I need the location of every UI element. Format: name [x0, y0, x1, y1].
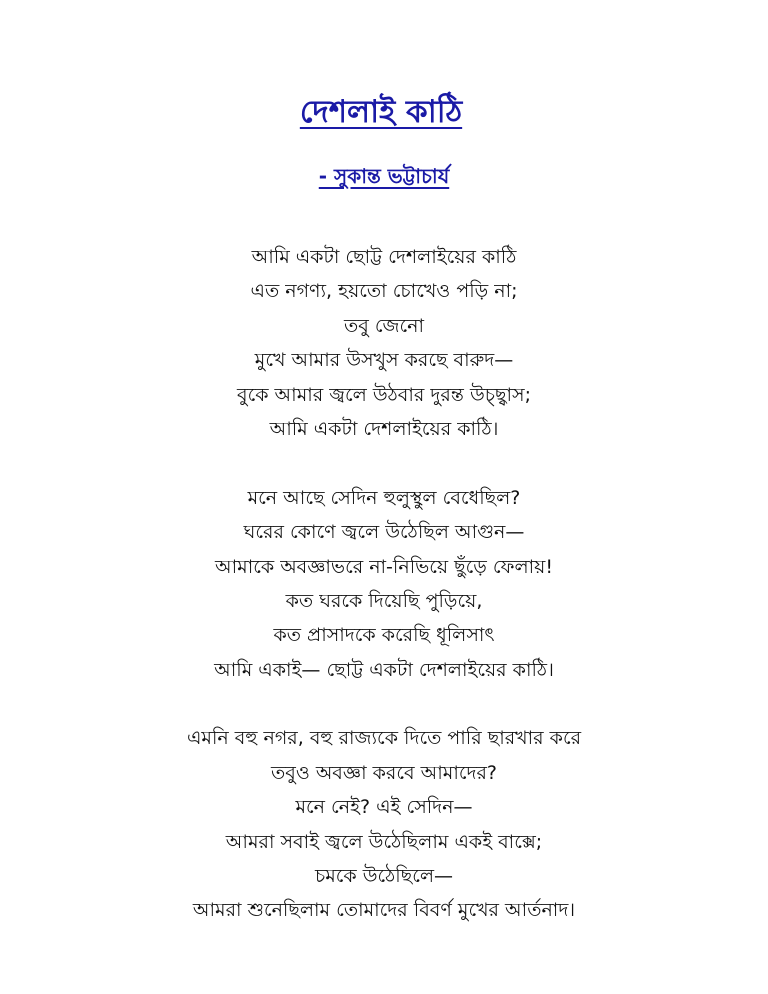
poem-line: চমকে উঠেছিলে—	[314, 865, 454, 888]
poem-line: আমরা শুনেছিলাম তোমাদের বিবর্ণ মুখের আর্তনাদ।	[192, 899, 576, 922]
stanza-separator	[0, 687, 768, 721]
poem-line: আমি একাই— ছোট্ট একটা দেশলাইয়ের কাঠি।	[214, 658, 554, 681]
poem-line: আমরা সবাই জ্বলে উঠেছিলাম একই বাক্সে;	[225, 830, 543, 853]
poem-line: বুকে আমার জ্বলে উঠবার দুরন্ত উচ্ছ্বাস;	[237, 383, 531, 406]
stanza-3	[0, 721, 768, 927]
poem-line: আমি একটা দেশলাইয়ের কাঠি।	[269, 417, 499, 440]
poem-title	[0, 92, 768, 132]
poem-line: তবু জেনো	[343, 314, 425, 337]
poem-line: মনে আছে সেদিন হুলুস্থুল বেধেছিল?	[247, 486, 521, 509]
stanza-2	[0, 481, 768, 687]
poem-line: আমি একটা ছোট্ট দেশলাইয়ের কাঠি	[251, 246, 517, 268]
poem-line: মুখে আমার উসখুস করছে বারুদ—	[254, 349, 514, 372]
stanza-1	[0, 240, 768, 446]
poem-line: কত ঘরকে দিয়েছি পুড়িয়ে,	[285, 589, 483, 612]
poem-line: তবুও অবজ্ঞা করবে আমাদের?	[271, 761, 497, 784]
stanza-separator	[0, 446, 768, 480]
poem-line: আমাকে অবজ্ঞাভরে না-নিভিয়ে ছুঁড়ে ফেলায়!	[215, 555, 553, 578]
poem-line: এমনি বহু নগর, বহু রাজ্যকে দিতে পারি ছারখার করে	[186, 727, 582, 750]
poem-body	[0, 240, 768, 928]
poem-line: এত নগণ্য, হয়তো চোখেও পড়ি না;	[250, 280, 518, 303]
poem-author	[0, 161, 768, 191]
poem-line: মনে নেই? এই সেদিন—	[295, 796, 473, 819]
poem-author-text: - সুকান্ত ভট্টাচার্য	[318, 164, 450, 188]
poem-line: কত প্রাসাদকে করেছি ধূলিসাৎ	[273, 624, 495, 647]
poem-title-text: দেশলাই কাঠি	[299, 94, 463, 130]
poem-line: ঘরের কোণে জ্বলে উঠেছিল আগুন—	[243, 521, 525, 544]
